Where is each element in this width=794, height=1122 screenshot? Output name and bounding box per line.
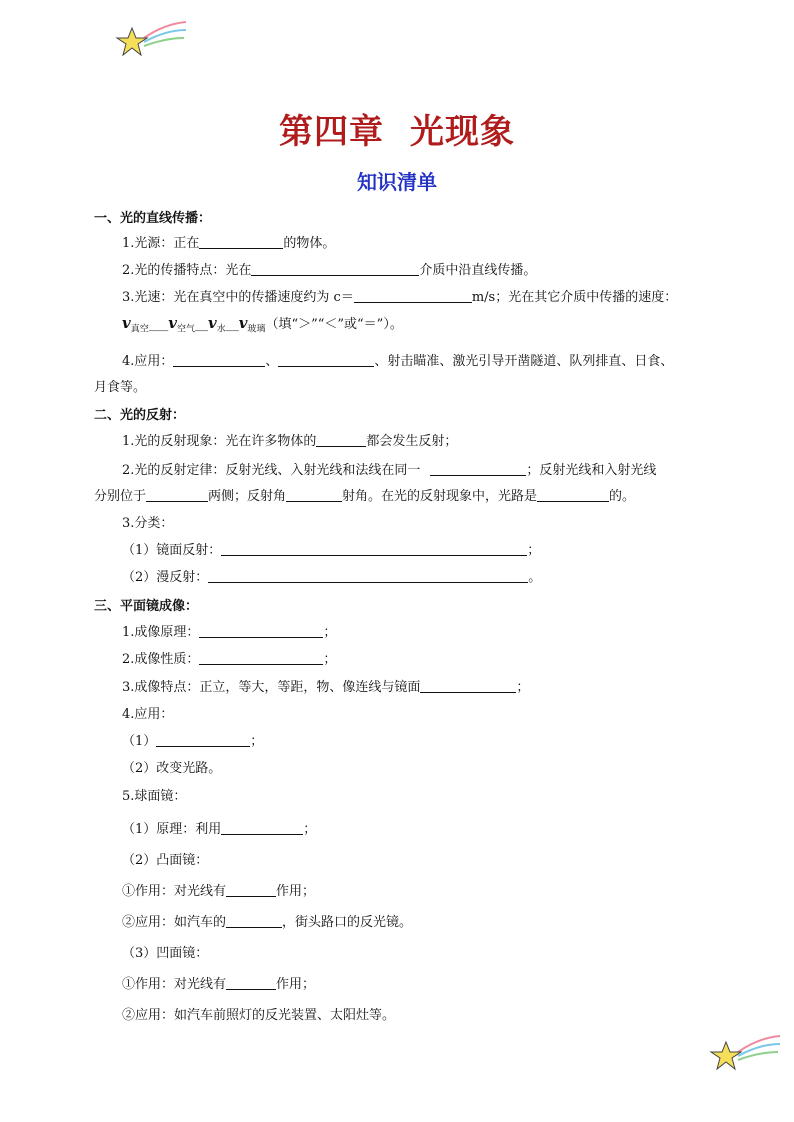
fill-blank[interactable]	[537, 487, 609, 502]
velocity-compare-line: $v_{真空}\_\_\_v_{空气}\_\_v_水\_\_v_{玻璃}$（填“＞”“＜”或“＝”）。	[122, 314, 403, 335]
text-line: ①作用：对光线有 作用；	[122, 884, 316, 899]
fill-blank[interactable]	[226, 975, 276, 990]
shooting-star-icon	[708, 1030, 782, 1074]
fill-blank[interactable]	[430, 461, 526, 476]
fill-blank[interactable]	[199, 623, 323, 638]
fill-blank[interactable]	[173, 352, 265, 367]
fill-blank[interactable]	[226, 913, 282, 928]
fill-blank[interactable]	[199, 234, 283, 249]
fill-blank[interactable]	[146, 487, 208, 502]
text-line: （1） ；	[122, 734, 264, 749]
text-line: 1.光源：正在 的物体。	[122, 236, 336, 251]
title-topic: 光现象	[410, 112, 515, 152]
text-line: 3.光速：光在真空中的传播速度约为 c＝ m/s；光在其它介质中传播的速度：	[122, 290, 678, 305]
page-title	[0, 104, 794, 153]
text-line: （2）改变光路。	[122, 761, 222, 776]
title-chapter: 第四章	[279, 112, 384, 152]
fill-blank[interactable]	[354, 288, 472, 303]
text-line: 4.应用： 、 、射击瞄准、激光引导开凿隧道、队列排直、日食、	[122, 354, 674, 369]
text-line: 1.成像原理： ；	[122, 625, 337, 640]
section-heading-1: 一、光的直线传播：	[94, 211, 212, 226]
fill-blank[interactable]	[316, 432, 366, 447]
fill-blank[interactable]	[221, 820, 303, 835]
text-line: 4.应用：	[122, 707, 174, 722]
text-line: 3.分类：	[122, 516, 174, 531]
text-line: ②应用：如汽车的 ，街头路口的反光镜。	[122, 915, 413, 930]
text-line: （2）凸面镜：	[122, 853, 209, 868]
fill-blank[interactable]	[251, 261, 419, 276]
text-line: 1.光的反射现象：光在许多物体的 都会发生反射；	[122, 434, 458, 449]
text-line: 月食等。	[94, 380, 147, 395]
page-subtitle: 知识清单	[357, 170, 437, 194]
text-line: 2.成像性质： ；	[122, 652, 337, 667]
text-line: 5.球面镜：	[122, 789, 187, 804]
text-line: 3.成像特点：正立，等大，等距，物、像连线与镜面 ；	[122, 680, 530, 695]
fill-blank[interactable]	[226, 882, 276, 897]
fill-blank[interactable]	[221, 541, 527, 556]
text-line: （2）漫反射： 。	[122, 570, 542, 585]
shooting-star-icon	[114, 16, 188, 60]
fill-blank[interactable]	[208, 568, 528, 583]
text-line: 分别位于 两侧；反射角 射角。在光的反射现象中，光路是 的。	[94, 489, 636, 504]
section-heading-2: 二、光的反射：	[94, 408, 186, 423]
text-line: ②应用：如汽车前照灯的反光装置、太阳灶等。	[122, 1008, 396, 1023]
section-heading-3: 三、平面镜成像：	[94, 599, 199, 614]
fill-blank[interactable]	[278, 352, 374, 367]
fill-blank[interactable]	[420, 678, 516, 693]
text-line: 2.光的反射定律：反射光线、入射光线和法线在同一 ；反射光线和入射光线	[122, 463, 657, 478]
text-line: 2.光的传播特点：光在 介质中沿直线传播。	[122, 263, 537, 278]
fill-blank[interactable]	[199, 650, 323, 665]
text-line: （3）凹面镜：	[122, 946, 209, 961]
text-line: ①作用：对光线有 作用；	[122, 977, 316, 992]
text-line: （1）镜面反射： ；	[122, 543, 541, 558]
text-line: （1）原理：利用 ；	[122, 822, 317, 837]
fill-blank[interactable]	[286, 487, 342, 502]
fill-blank[interactable]	[156, 732, 250, 747]
